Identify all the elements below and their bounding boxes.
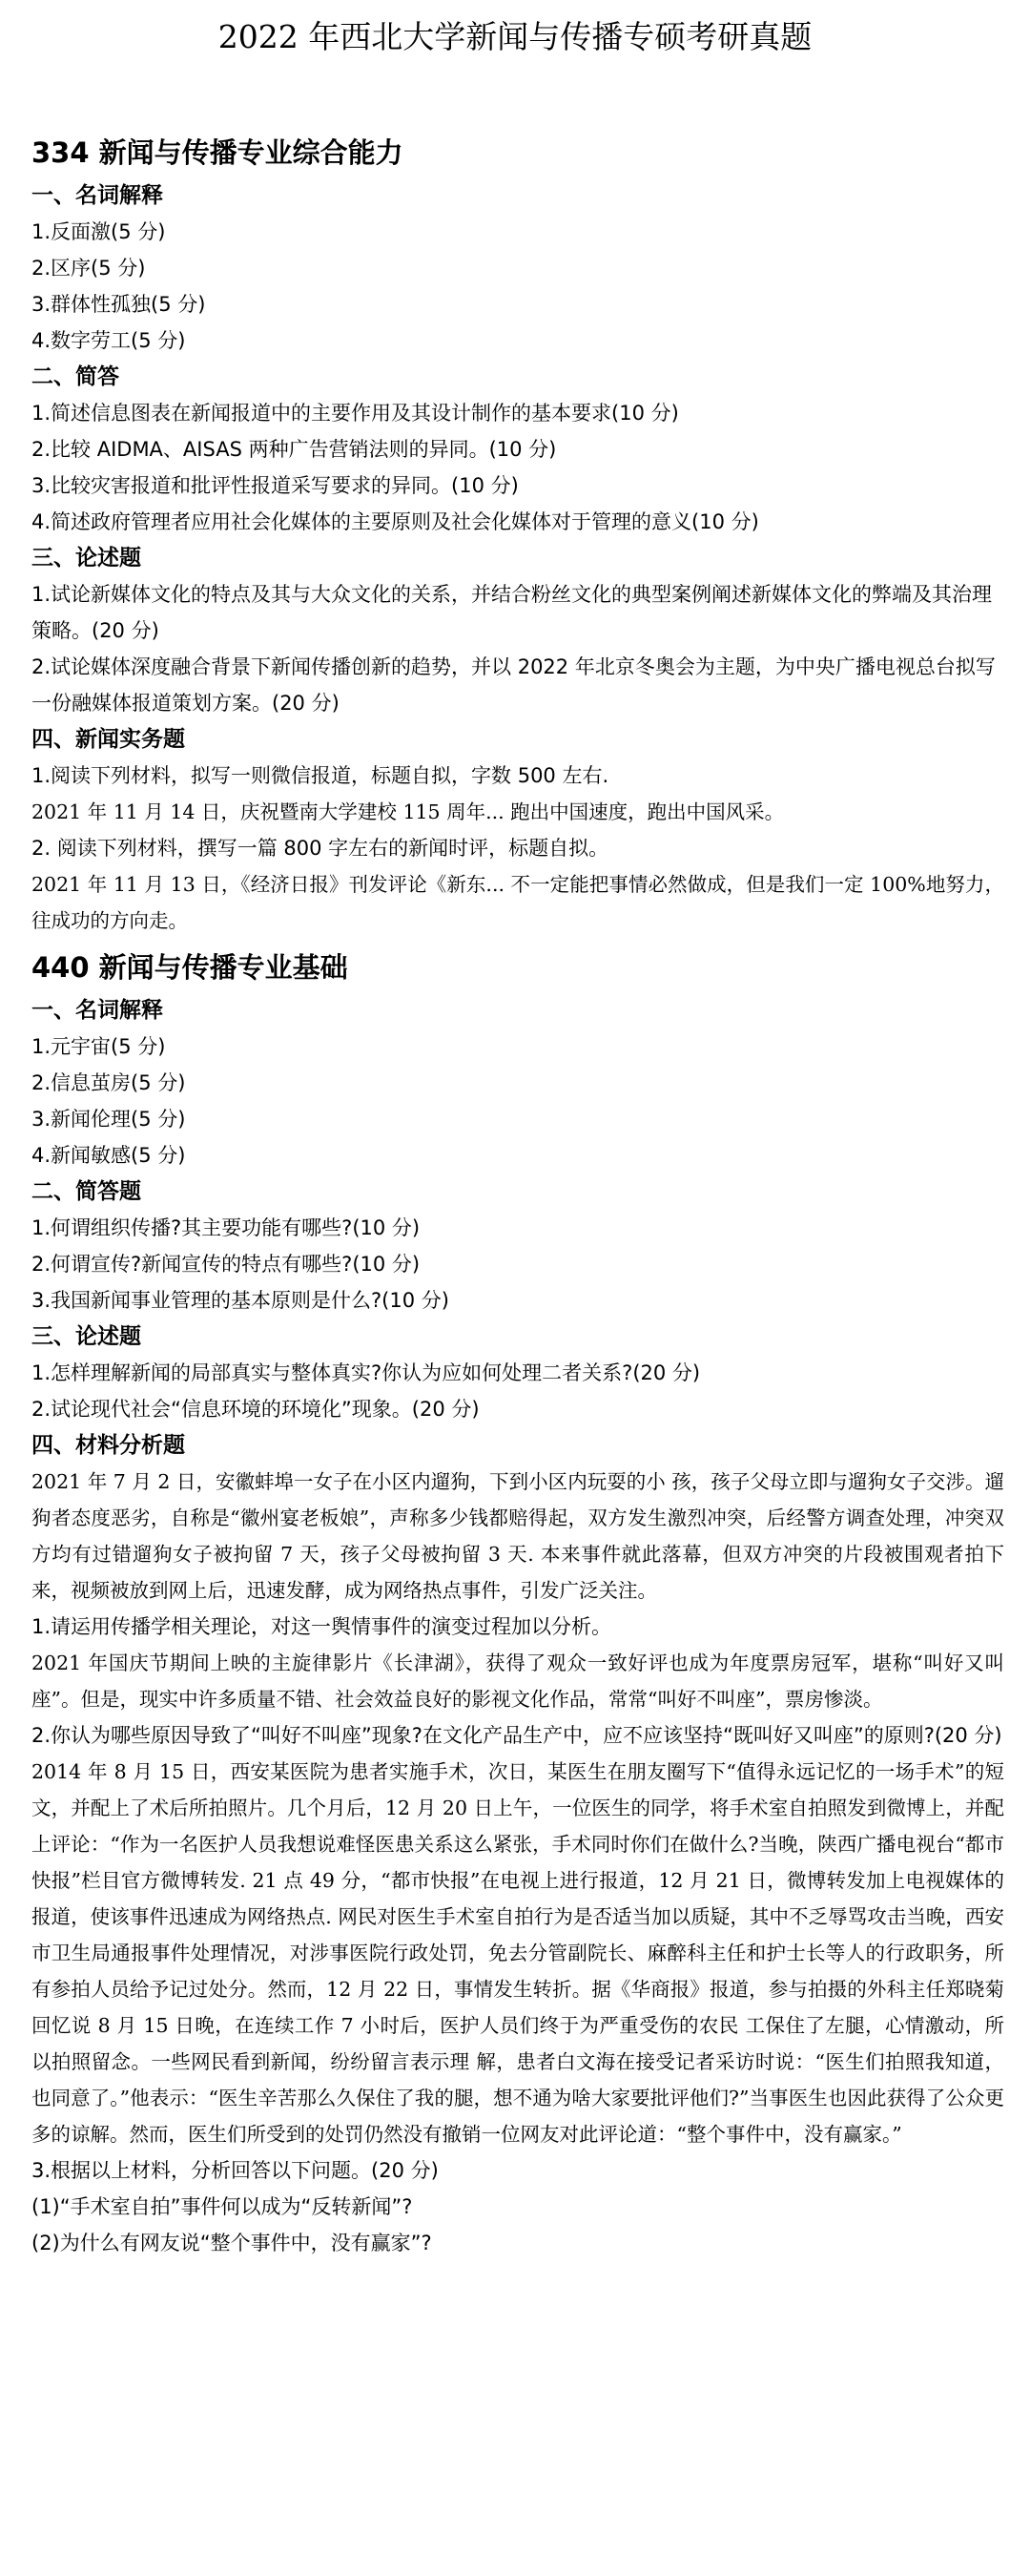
question-item: 2.试论现代社会“信息环境的环境化”现象。(20 分) (31, 1398, 480, 1421)
document-body (31, 132, 1004, 2261)
question-item: 3.群体性孤独(5 分) (31, 293, 206, 316)
question-item: 3.根据以上材料，分析回答以下问题。(20 分) (31, 2159, 439, 2182)
question-item: 2.你认为哪些原因导致了“叫好不叫座”现象?在文化产品生产中，应不应该坚持“既叫好又叫座”的原则?(20 分) (31, 1724, 1002, 1747)
question-item: 1.阅读下列材料，拟写一则微信报道，标题自拟，字数 500 左右. (31, 764, 609, 787)
question-item: 2.信息茧房(5 分) (31, 1071, 186, 1094)
question-item: 4.简述政府管理者应用社会化媒体的主要原则及社会化媒体对于管理的意义(10 分) (31, 510, 759, 533)
question-item: 2.何谓宣传?新闻宣传的特点有哪些?(10 分) (31, 1253, 421, 1276)
section-heading: 四、新闻实务题 (31, 727, 185, 752)
exam-title-334: 334 新闻与传播专业综合能力 (31, 136, 403, 169)
material-text: 2021 年 11 月 14 日，庆祝暨南大学建校 115 周年... 跑出中国速度，跑出中国风采。 (31, 800, 785, 823)
question-item: 2. 阅读下列材料，撰写一篇 800 字左右的新闻时评，标题自拟。 (31, 837, 609, 860)
question-item: 1.简述信息图表在新闻报道中的主要作用及其设计制作的基本要求(10 分) (31, 402, 679, 425)
exam-title-440: 440 新闻与传播专业基础 (31, 951, 348, 984)
question-item: 2.区序(5 分) (31, 257, 146, 280)
material-text: 2021 年 7 月 2 日，安徽蚌埠一女子在小区内遛狗，下到小区内玩耍的小 孩，孩子父母立即与遛狗女子交涉。遛狗者态度恶劣，自称是“徽州宴老板娘”，声称多少钱都赔得起，双方发生激烈冲突，后经警方调查处理，冲突双方均有过错遛狗女子被拘留 7 天，孩子父母被拘留 3 天. 本来事件就此落幕，但双方冲突的片段被围观者拍下来，视频被放到网上后，迅速发酵，成为网络热点事件，引发广泛关注。 (31, 1470, 1004, 1602)
question-item: 1.何谓组织传播?其主要功能有哪些?(10 分) (31, 1216, 421, 1239)
question-item: 4.数字劳工(5 分) (31, 329, 186, 352)
section-heading: 一、名词解释 (31, 183, 163, 208)
question-item: 1.元宇宙(5 分) (31, 1035, 166, 1058)
section-heading: 二、简答题 (31, 1179, 141, 1204)
section-heading: 四、材料分析题 (31, 1433, 185, 1458)
question-item: 1.请运用传播学相关理论，对这一舆情事件的演变过程加以分析。 (31, 1615, 612, 1638)
exam-334 (31, 132, 1004, 939)
material-text: 2021 年国庆节期间上映的主旋律影片《长津湖》，获得了观众一致好评也成为年度票房冠军，堪称“叫好又叫座”。但是，现实中许多质量不错、社会效益良好的影视文化作品，常常“叫好不叫座”，票房惨淡。 (31, 1652, 1004, 1711)
question-item: 1.试论新媒体文化的特点及其与大众文化的关系，并结合粉丝文化的典型案例阐述新媒体文化的弊端及其治理策略。(20 分) (31, 583, 993, 642)
question-item: 4.新闻敏感(5 分) (31, 1144, 186, 1167)
question-item: 2.比较 AIDMA、AISAS 两种广告营销法则的异同。(10 分) (31, 438, 557, 461)
section-heading: 三、论述题 (31, 546, 141, 571)
material-text: 2014 年 8 月 15 日，西安某医院为患者实施手术，次日，某医生在朋友圈写下“值得永远记忆的一场手术”的短文，并配上了术后所拍照片。几个月后，12 月 20 日上午，一位医生的同学，将手术室自拍照发到微博上，并配上评论：“作为一名医护人员我想说难怪医患关系这么紧张，手术同时你们在做什么?当晚，陕西广播电视台“都市快报”栏目官方微博转发. 21 点 49 分，“都市快报”在电视上进行报道，12 月 21 日，微博转发加上电视媒体的报道，使该事件迅速成为网络热点. 网民对医生手术室自拍行为是否适当加以质疑，其中不乏辱骂攻击当晚，西安市卫生局通报事件处理情况，对涉事医院行政处罚，免去分管副院长、麻醉科主任和护士长等人的行政职务，所有参拍人员给予记过处分。然而，12 月 22 日，事情发生转折。据《华商报》报道，参与拍摄的外科主任郑晓菊回忆说 8 月 15 日晚，在连续工作 7 小时后，医护人员们终于为严重受伤的农民 工保住了左腿，心情激动，所以拍照留念。一些网民看到新闻，纷纷留言表示理 解，患者白文海在接受记者采访时说：“医生们拍照我知道，也同意了。”他表示：“医生辛苦那么久保住了我的腿，想不通为啥大家要批评他们?”当事医生也因此获得了公众更多的谅解。然而，医生们所受到的处罚仍然没有撤销一位网友对此评论道：“整个事件中，没有赢家。” (31, 1760, 1004, 2146)
document-title: 2022 年西北大学新闻与传播专硕考研真题 (217, 18, 813, 55)
material-text: 2021 年 11 月 13 日，《经济日报》刊发评论《新东... 不一定能把事情必然做成，但是我们一定 100%地努力，往成功的方向走。 (31, 873, 1004, 932)
section-heading: 三、论述题 (31, 1324, 141, 1349)
question-item: 3.比较灾害报道和批评性报道采写要求的异同。(10 分) (31, 474, 519, 497)
question-item: (1)“手术室自拍”事件何以成为“反转新闻”? (31, 2195, 413, 2218)
question-item: (2)为什么有网友说“整个事件中，没有赢家”? (31, 2232, 432, 2254)
section-heading: 一、名词解释 (31, 998, 163, 1023)
exam-440 (31, 946, 1004, 2261)
question-item: 1.怎样理解新闻的局部真实与整体真实?你认为应如何处理二者关系?(20 分) (31, 1361, 701, 1384)
section-heading: 二、简答 (31, 364, 119, 389)
question-item: 3.新闻伦理(5 分) (31, 1108, 186, 1131)
question-item: 3.我国新闻事业管理的基本原则是什么?(10 分) (31, 1289, 449, 1312)
question-item: 1.反面激(5 分) (31, 220, 166, 243)
question-item: 2.试论媒体深度融合背景下新闻传播创新的趋势，并以 2022 年北京冬奥会为主题，为中央广播电视总台拟写一份融媒体报道策划方案。(20 分) (31, 655, 996, 715)
